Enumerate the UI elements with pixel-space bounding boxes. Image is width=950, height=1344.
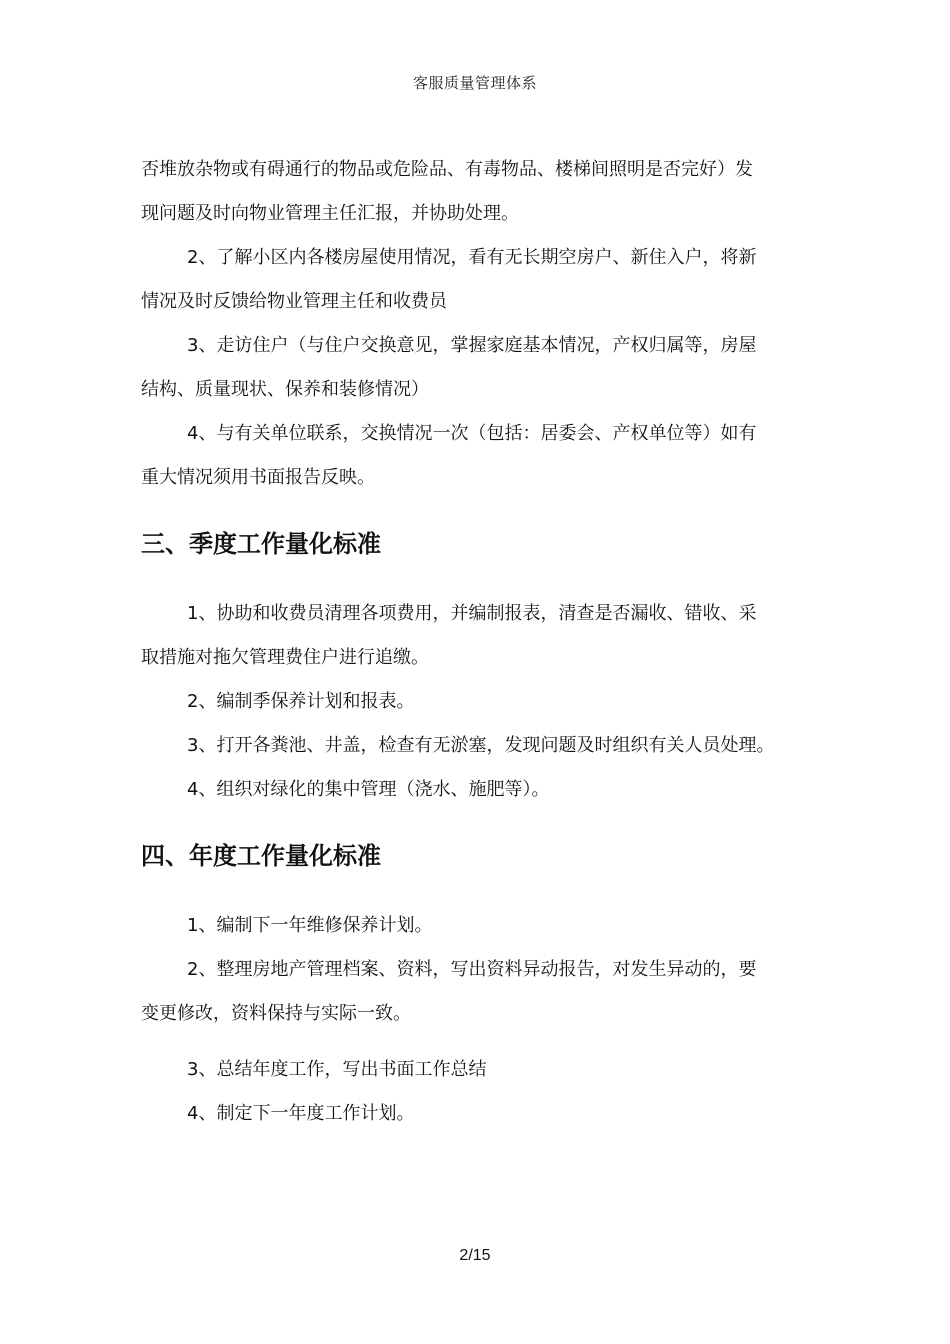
quarterly-item-1-line-1: 1、协助和收费员清理各项费用，并编制报表，清查是否漏收、错收、采 (187, 603, 757, 624)
document-body (141, 148, 811, 1136)
monthly-item-3-line-2: 结构、质量现状、保养和装修情况） (141, 379, 429, 400)
page-header: 客服质量管理体系 (412, 74, 537, 92)
quarterly-item-2: 2、编制季保养计划和报表。 (187, 691, 415, 712)
annual-item-2-line-2: 变更修改，资料保持与实际一致。 (141, 1003, 411, 1024)
monthly-item-3-line-1: 3、走访住户（与住户交换意见，掌握家庭基本情况，产权归属等，房屋 (187, 335, 757, 356)
annual-item-4: 4、制定下一年度工作计划。 (187, 1103, 415, 1124)
monthly-item-4-line-1: 4、与有关单位联系，交换情况一次（包括：居委会、产权单位等）如有 (187, 423, 757, 444)
section-title-quarterly: 三、季度工作量化标准 (141, 530, 381, 558)
monthly-item-2-line-1: 2、了解小区内各楼房屋使用情况，看有无长期空房户、新住入户，将新 (187, 247, 757, 268)
paragraph-continued-line-1: 否堆放杂物或有碍通行的物品或危险品、有毒物品、楼梯间照明是否完好）发 (141, 159, 753, 180)
page-number: 2/15 (459, 1247, 491, 1264)
monthly-item-2-line-2: 情况及时反馈给物业管理主任和收费员 (141, 291, 447, 312)
annual-item-3: 3、总结年度工作，写出书面工作总结 (187, 1059, 487, 1080)
quarterly-item-3: 3、打开各粪池、井盖，检查有无淤塞，发现问题及时组织有关人员处理。 (187, 735, 775, 756)
paragraph-continued-line-2: 现问题及时向物业管理主任汇报，并协助处理。 (141, 203, 519, 224)
quarterly-item-1-line-2: 取措施对拖欠管理费住户进行追缴。 (141, 647, 429, 668)
section-title-annual: 四、年度工作量化标准 (141, 842, 381, 870)
annual-item-1: 1、编制下一年维修保养计划。 (187, 915, 433, 936)
monthly-item-4-line-2: 重大情况须用书面报告反映。 (141, 467, 375, 488)
quarterly-item-4: 4、组织对绿化的集中管理（浇水、施肥等）。 (187, 779, 550, 800)
annual-item-2-line-1: 2、整理房地产管理档案、资料，写出资料异动报告，对发生异动的，要 (187, 959, 757, 980)
